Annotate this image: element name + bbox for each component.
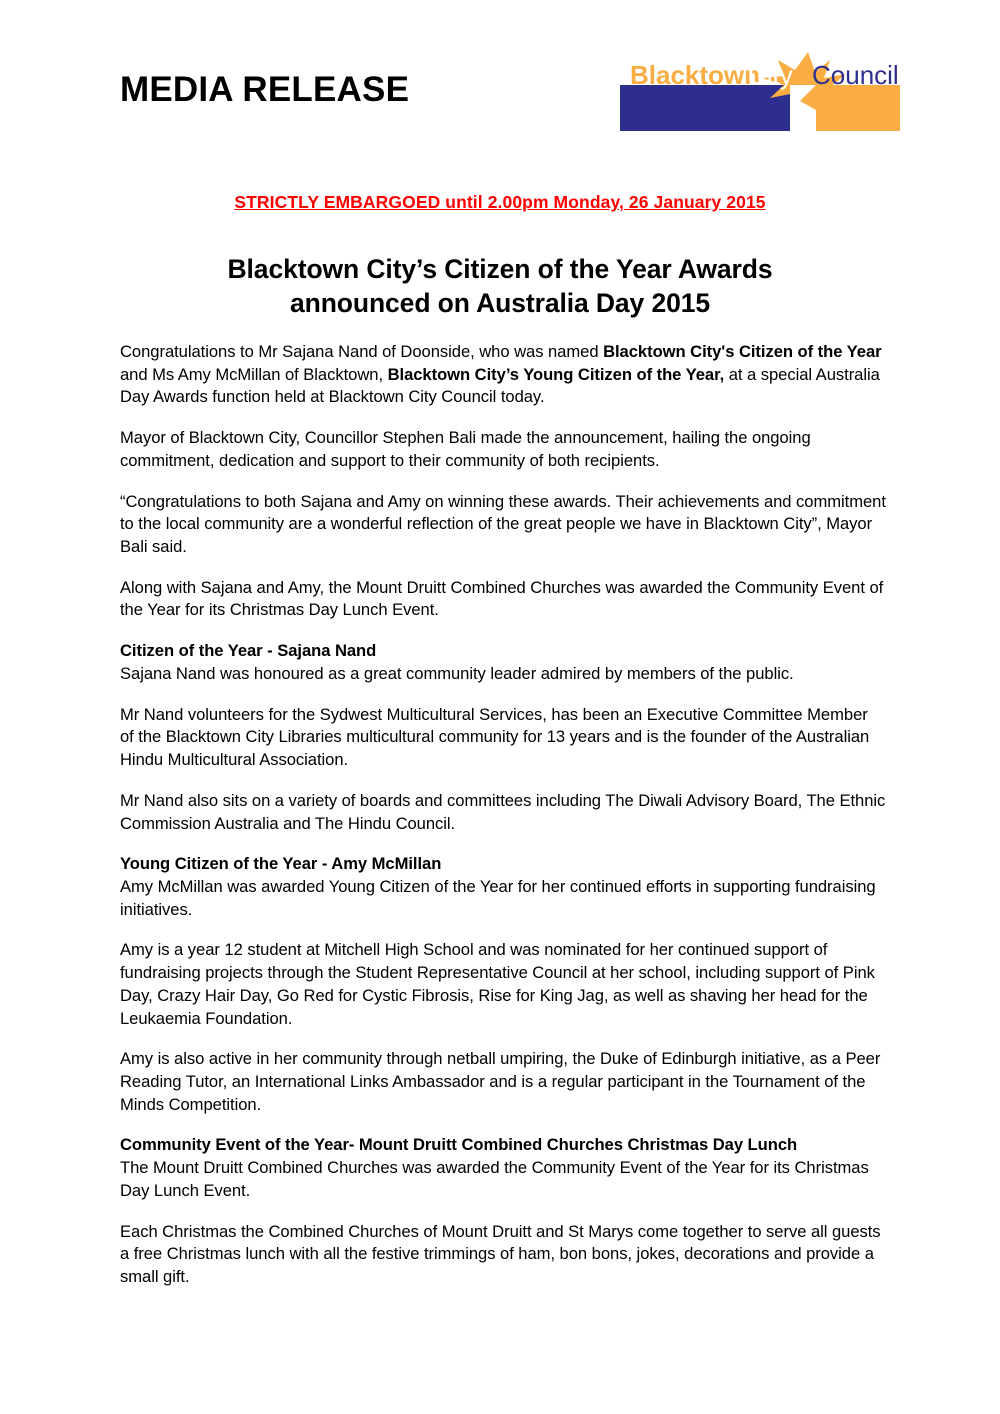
paragraph-mayor-announcement: Mayor of Blacktown City, Councillor Stephen Bali made the announcement, hailing the ongoing commitment, dedication and support to their community of both recipients.	[120, 428, 811, 470]
document-body	[120, 341, 886, 1289]
headline-line-2: announced on Australia Day 2015	[289, 287, 711, 318]
paragraph-christmas-lunch: Each Christmas the Combined Churches of Mount Druitt and St Marys come together to serve all guests a free Christmas lunch with all the festive trimmings of ham, bon bons, jokes, decorations and provide a small gift.	[120, 1221, 881, 1286]
intro-bold-citizen-of-the-year: Blacktown City's Citizen of the Year	[603, 342, 882, 361]
paragraph-amy-community: Amy is also active in her community through netball umpiring, the Duke of Edinburgh initiative, as a Peer Reading Tutor, an International Links Ambassador and is a regular participant in the Tournament of the Minds Competition.	[120, 1049, 881, 1114]
intro-segment-3: at a special Australia Day Awards function held at Blacktown City Council today.	[120, 364, 880, 407]
document-header	[0, 48, 1000, 153]
page-title: MEDIA RELEASE	[120, 70, 410, 109]
paragraph-sajana-boards: Mr Nand also sits on a variety of boards and committees including The Diwali Advisory Board, The Ethnic Commission Australia and The Hindu Council.	[120, 790, 886, 833]
logo-word-city: City	[748, 60, 793, 90]
paragraph-community-event-intro: Along with Sajana and Amy, the Mount Druitt Combined Churches was awarded the Community Event of the Year for its Christmas Day Lunch Event.	[120, 577, 884, 620]
paragraph-intro	[120, 341, 886, 409]
paragraph-sajana-honoured: Sajana Nand was honoured as a great community leader admired by members of the public.	[120, 663, 794, 683]
headline-line-1: Blacktown City’s Citizen of the Year Awards	[227, 254, 773, 284]
paragraph-mayor-quote: “Congratulations to both Sajana and Amy on winning these awards. Their achievements and commitment to the local community are a wonderful reflection of the great people we have in Blacktown City”, Mayor Bali said.	[120, 491, 886, 557]
paragraph-mount-druitt-awarded: The Mount Druitt Combined Churches was awarded the Community Event of the Year for its Christmas Day Lunch Event.	[120, 1158, 869, 1200]
paragraph-amy-school: Amy is a year 12 student at Mitchell High School and was nominated for her continued support of fundraising projects through the Student Representative Council at her school, including support of Pink Day, Crazy Hair Day, Go Red for Cystic Fibrosis, Rise for King Jag, as well as shaving her head for the Leukaemia Foundation.	[120, 940, 875, 1028]
heading-citizen-of-the-year: Citizen of the Year - Sajana Nand	[120, 641, 377, 661]
blacktown-city-council-logo	[620, 52, 900, 152]
intro-segment-2: and Ms Amy McMillan of Blacktown,	[120, 364, 388, 384]
logo-word-council: Council	[812, 60, 899, 90]
heading-young-citizen-of-the-year: Young Citizen of the Year - Amy McMillan	[120, 854, 442, 874]
headline	[150, 253, 850, 321]
paragraph-sajana-volunteering: Mr Nand volunteers for the Sydwest Multicultural Services, has been an Executive Committee Member of the Blacktown City Libraries multicultural community for 13 years and is the founder of the Australian Hindu Multicultural Association.	[120, 704, 870, 770]
intro-segment-1: Congratulations to Mr Sajana Nand of Doonside, who was named	[120, 342, 604, 361]
heading-community-event-of-the-year: Community Event of the Year- Mount Druitt Combined Churches Christmas Day Lunch	[120, 1135, 798, 1155]
embargo-notice: STRICTLY EMBARGOED until 2.00pm Monday, 26 January 2015	[234, 192, 766, 212]
paragraph-amy-awarded: Amy McMillan was awarded Young Citizen of the Year for her continued efforts in supporting fundraising initiatives.	[120, 876, 876, 919]
logo-word-blacktown: Blacktown	[630, 60, 761, 90]
intro-bold-young-citizen-of-the-year: Blacktown City’s Young Citizen of the Year,	[387, 364, 725, 384]
